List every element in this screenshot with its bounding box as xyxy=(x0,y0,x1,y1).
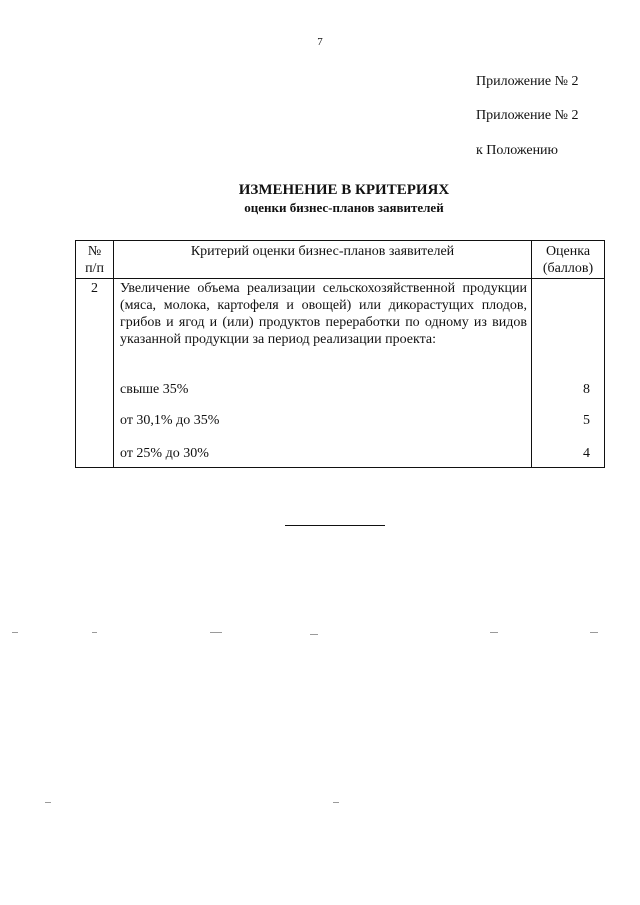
row-criterion xyxy=(114,279,532,468)
table-row xyxy=(76,279,605,468)
row-score xyxy=(532,279,605,468)
option-score: 4 xyxy=(583,446,590,461)
criterion-description: Увеличение объема реализации сельскохозяйственной продукции (мяса, молока, картофеля и овощей) или дикорастущих плодов, грибов и ягод и (или) продуктов переработки по одному из видов указанной продукции за период реализации проекта: xyxy=(120,281,527,347)
criteria-table xyxy=(75,240,605,468)
row-number: 2 xyxy=(76,279,114,468)
header-number: № п/п xyxy=(76,241,114,279)
option-label: от 25% до 30% xyxy=(120,446,209,461)
scan-speck xyxy=(310,634,318,635)
scan-speck xyxy=(210,632,222,633)
table-header-row xyxy=(76,241,605,279)
annex-line-2: Приложение № 2 xyxy=(476,108,579,123)
scan-speck xyxy=(490,632,498,633)
scan-speck xyxy=(333,802,339,803)
scan-speck xyxy=(45,802,51,803)
scan-speck xyxy=(12,632,18,633)
option-score: 5 xyxy=(583,413,590,428)
annex-line-1: Приложение № 2 xyxy=(476,74,579,89)
scan-speck xyxy=(92,632,97,633)
annex-line-3: к Положению xyxy=(476,143,559,158)
header-criterion: Критерий оценки бизнес-планов заявителей xyxy=(114,241,532,279)
option-label: свыше 35% xyxy=(120,382,189,397)
option-score: 8 xyxy=(583,382,590,397)
page-number: 7 xyxy=(317,36,323,48)
option-label: от 30,1% до 35% xyxy=(120,413,220,428)
header-score: Оценка (баллов) xyxy=(532,241,605,279)
document-title: ИЗМЕНЕНИЕ В КРИТЕРИЯХ xyxy=(238,182,450,198)
end-rule xyxy=(285,525,385,526)
document-subtitle: оценки бизнес-планов заявителей xyxy=(244,200,444,215)
scan-speck xyxy=(590,632,598,633)
